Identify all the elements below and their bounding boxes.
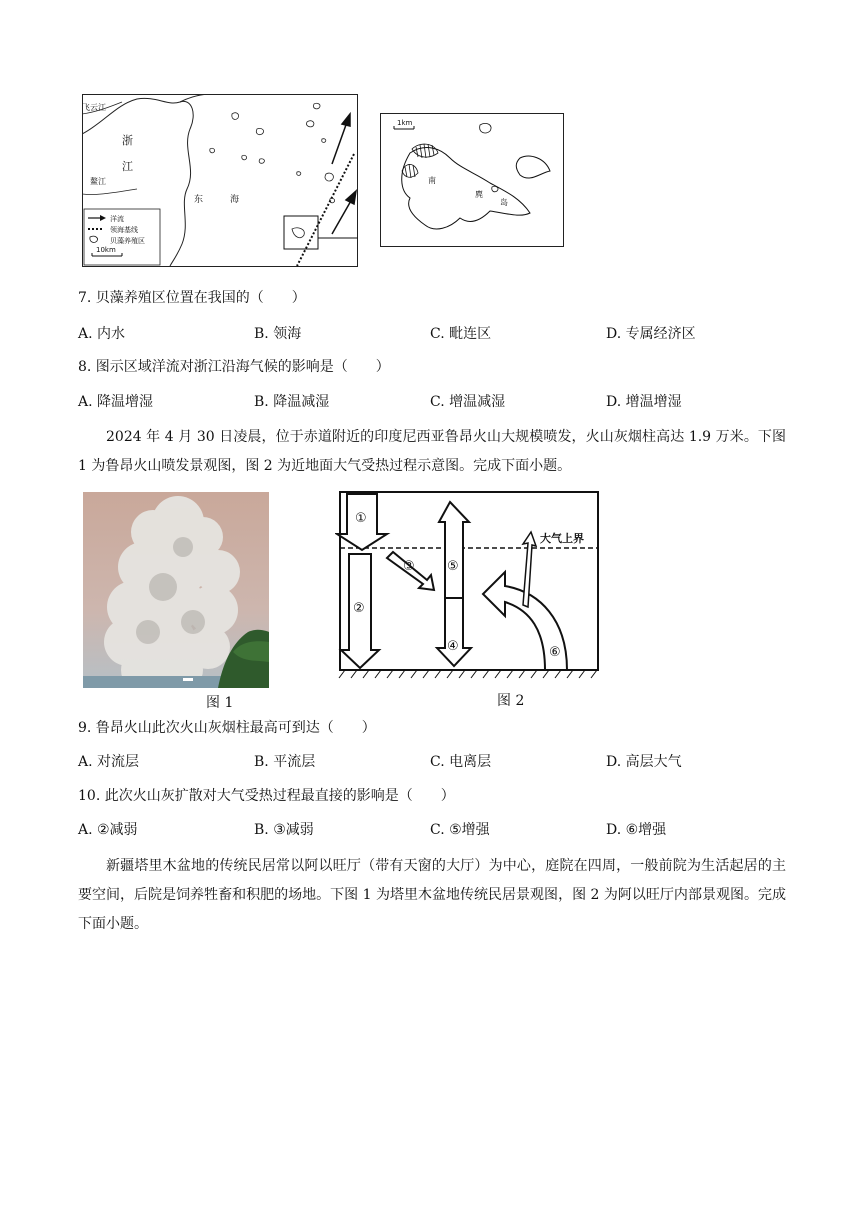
svg-text:领海基线: 领海基线	[110, 226, 138, 234]
svg-text:④: ④	[447, 639, 459, 654]
figure-1-caption: 图 1	[206, 695, 234, 711]
q8-option-d[interactable]: D. 增温增湿	[606, 394, 682, 410]
intro-paragraph-tarim: 新疆塔里木盆地的传统民居常以阿以旺厅（带有天窗的大厅）为中心，庭院在四周，一般前院为生活起居的主要空间，后院是饲养牲畜和积肥的场地。下图 1 为塔里木盆地传统民居景观图，图 2 为阿以旺厅内部景观图。完成下面小题。	[78, 858, 786, 932]
island-char-2: 麂	[475, 190, 483, 199]
svg-text:②: ②	[353, 601, 365, 616]
figure-2-caption: 图 2	[497, 693, 525, 709]
island-char-1: 南	[428, 176, 436, 185]
q8-option-a[interactable]: A. 降温增湿	[78, 394, 154, 410]
map-legend	[84, 209, 160, 265]
q7-option-b[interactable]: B. 领海	[254, 326, 302, 342]
atmosphere-top-label: 大气上界	[540, 532, 584, 545]
q10-option-b[interactable]: B. ③减弱	[254, 822, 314, 838]
q7-option-a[interactable]: A. 内水	[78, 326, 126, 342]
q8-option-c[interactable]: C. 增温减湿	[430, 394, 506, 410]
q7-option-c[interactable]: C. 毗连区	[430, 326, 492, 342]
intro-paragraph-volcano: 2024 年 4 月 30 日凌晨，位于赤道附近的印度尼西亚鲁昂火山大规模喷发，火山灰烟柱高达 1.9 万米。下图 1 为鲁昂火山喷发景观图，图 2 为近地面大气受热过程示意图。完成下面小题。	[78, 429, 786, 474]
q10-option-c[interactable]: C. ⑤增强	[430, 822, 490, 838]
label-zhe: 浙	[122, 134, 133, 147]
svg-text:1km: 1km	[397, 119, 413, 127]
svg-text:贝藻养殖区: 贝藻养殖区	[110, 237, 145, 245]
question-9-stem: 9. 鲁昂火山此次火山灰烟柱最高可到达（ ）	[78, 720, 376, 736]
svg-text:⑥: ⑥	[549, 645, 561, 660]
q7-option-d[interactable]: D. 专属经济区	[606, 326, 696, 342]
island-char-3: 岛	[500, 198, 508, 207]
q8-option-b[interactable]: B. 降温减湿	[254, 394, 330, 410]
question-7-stem: 7. 贝藻养殖区位置在我国的（ ）	[78, 290, 306, 306]
label-aojiang: 鳌江	[90, 177, 106, 186]
label-hai: 海	[230, 195, 240, 205]
volcano-eruption-photo	[83, 492, 269, 688]
q10-option-a[interactable]: A. ②减弱	[78, 822, 138, 838]
atmospheric-heating-diagram	[335, 490, 603, 686]
question-8-stem: 8. 图示区域洋流对浙江沿海气候的影响是（ ）	[78, 359, 390, 375]
question-10-stem: 10. 此次火山灰扩散对大气受热过程最直接的影响是（ ）	[78, 788, 455, 804]
q9-option-b[interactable]: B. 平流层	[254, 754, 316, 770]
svg-text:①: ①	[355, 511, 367, 526]
label-dong: 东	[194, 195, 204, 205]
q9-option-d[interactable]: D. 高层大气	[606, 754, 682, 770]
svg-text:③: ③	[403, 559, 415, 574]
svg-text:洋流: 洋流	[110, 215, 124, 223]
label-feiyun: 飞云江	[82, 103, 106, 112]
q10-option-d[interactable]: D. ⑥增强	[606, 822, 667, 838]
q9-option-a[interactable]: A. 对流层	[78, 754, 140, 770]
label-jiang: 江	[122, 160, 133, 173]
zhejiang-sea-map	[82, 94, 358, 267]
svg-text:⑤: ⑤	[447, 559, 459, 574]
q9-option-c[interactable]: C. 电离层	[430, 754, 492, 770]
svg-text:10km: 10km	[96, 246, 116, 254]
nanji-island-inset	[380, 113, 564, 247]
